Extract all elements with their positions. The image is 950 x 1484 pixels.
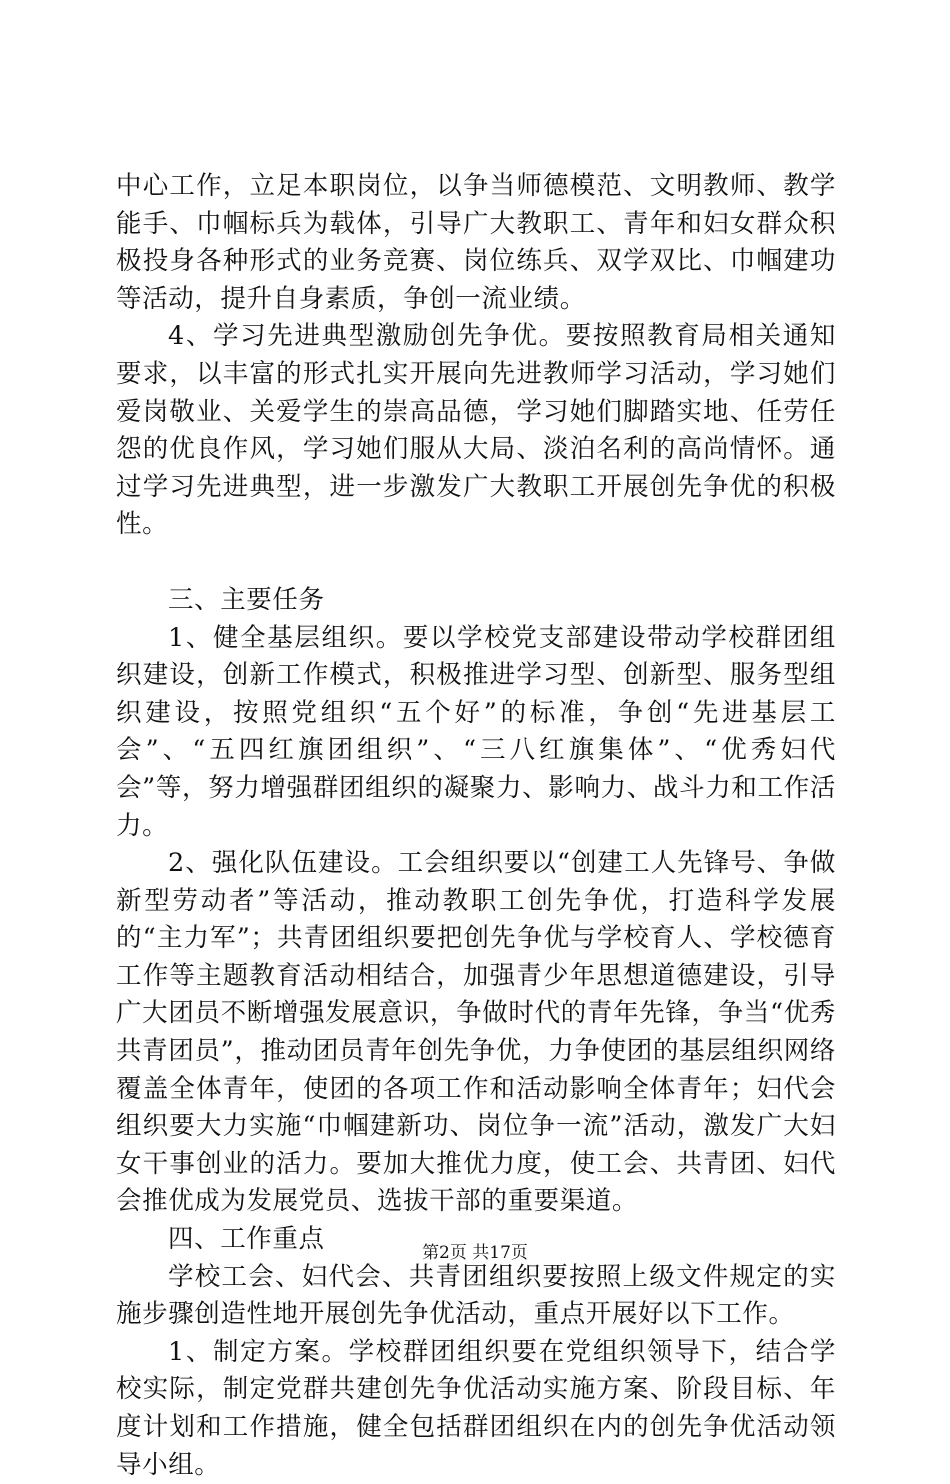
page-footer: 第2页 共17页 bbox=[422, 1243, 528, 1263]
paragraph-item-1-plan: 1、制定方案。学校群团组织要在党组织领导下，结合学校实际，制定党群共建创先争优活动实施方案、阶段目标、年度计划和工作措施，健全包括群团组织在内的创先争优活动领导小组。 bbox=[116, 1336, 836, 1480]
paragraph-continuation: 中心工作，立足本职岗位，以争当师德模范、文明教师、教学能手、巾帼标兵为载体，引导广大教职工、青年和妇女群众积极投身各种形式的业务竞赛、岗位练兵、双学双比、巾帼建功等活动，提升自身素质，争创一流业绩。 bbox=[116, 171, 836, 314]
section-heading-main-tasks: 三、主要任务 bbox=[168, 584, 325, 615]
paragraph-item-1-organization: 1、健全基层组织。要以学校党支部建设带动学校群团组织建设，创新工作模式，积极推进学习型、创新型、服务型组织建设，按照党组织“五个好”的标准，争创“先进基层工会”、“五四红旗团组织”、“三八红旗集体”、“优秀妇代会”等，努力增强群团组织的凝聚力、影响力、战斗力和工作活力。 bbox=[116, 622, 836, 841]
section-heading-work-focus: 四、工作重点 bbox=[168, 1224, 325, 1255]
document-body bbox=[116, 168, 836, 1484]
paragraph-spacer bbox=[116, 544, 836, 582]
paragraph-item-4: 4、学习先进典型激励创先争优。要按照教育局相关通知要求，以丰富的形式扎实开展向先进教师学习活动，学习她们爱岗敬业、关爱学生的崇高品德，学习她们脚踏实地、任劳任怨的优良作风，学习她们服从大局、淡泊名利的高尚情怀。通过学习先进典型，进一步激发广大教职工开展创先争优的积极性。 bbox=[116, 321, 836, 540]
paragraph-item-2-team-building: 2、强化队伍建设。工会组织要以“创建工人先锋号、争做新型劳动者”等活动，推动教职工创先争优，打造科学发展的“主力军”；共青团组织要把创先争优与学校育人、学校德育工作等主题教育活动相结合，加强青少年思想道德建设，引导广大团员不断增强发展意识，争做时代的青年先锋，争当“优秀共青团员”，推动团员青年创先争优，力争使团的基层组织网络覆盖全体青年，使团的各项工作和活动影响全体青年；妇代会组织要大力实施“巾帼建新功、岗位争一流”活动，激发广大妇女干事创业的活力。要加大推优力度，使工会、共青团、妇代会推优成为发展党员、选拔干部的重要渠道。 bbox=[116, 848, 836, 1217]
paragraph-work-focus-intro: 学校工会、妇代会、共青团组织要按照上级文件规定的实施步骤创造性地开展创先争优活动，重点开展好以下工作。 bbox=[116, 1261, 836, 1330]
